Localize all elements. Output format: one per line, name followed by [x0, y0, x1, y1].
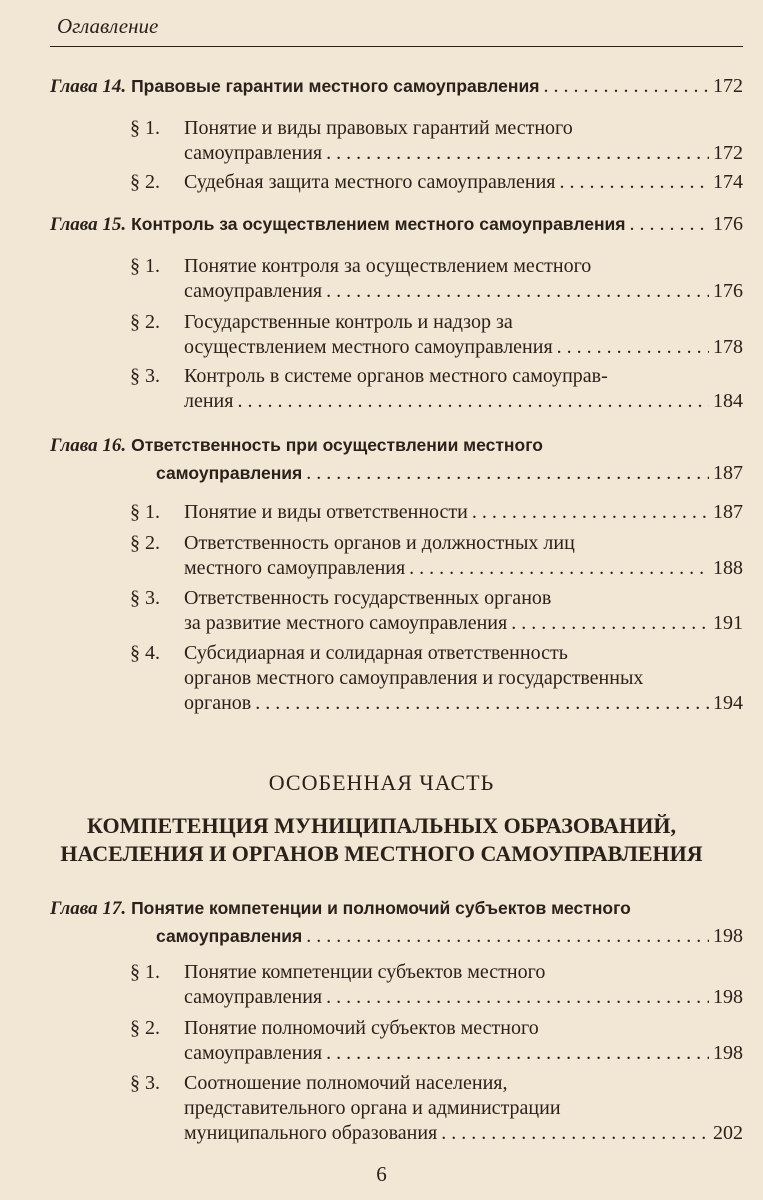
section-title: самоуправления: [184, 986, 323, 1008]
dot-leader: [326, 985, 709, 1010]
section-title: Ответственность государственных органов: [184, 587, 552, 609]
section-number: § 2.: [130, 311, 160, 333]
chapter-title: самоуправления: [156, 926, 303, 946]
dot-leader: [409, 556, 709, 581]
dot-leader: [543, 74, 709, 99]
dot-leader: [560, 170, 709, 195]
header-label: Оглавление: [57, 14, 159, 38]
section-entry[interactable]: [130, 960, 743, 1010]
section-title: Государственные контроль и надзор за: [184, 311, 513, 333]
section-title: самоуправления: [184, 142, 323, 164]
dot-leader: [255, 691, 709, 716]
header-rule: [50, 46, 743, 47]
section-entry[interactable]: [130, 641, 743, 716]
dot-leader: [630, 212, 710, 237]
section-entry[interactable]: [130, 586, 743, 636]
section-title: Ответственность органов и должностных лиц: [184, 532, 575, 554]
dot-leader: [326, 279, 709, 304]
page-number: 172: [713, 142, 743, 164]
section-title: Контроль в системе органов местного самоуправ-: [184, 365, 608, 387]
section-number: § 2.: [130, 171, 160, 193]
page-number: 198: [713, 925, 743, 947]
chapter-label: Глава 14.: [50, 76, 127, 97]
section-number: § 1.: [130, 255, 160, 277]
section-title: Субсидиарная и солидарная ответственность: [184, 642, 568, 664]
page-number: 191: [713, 612, 743, 634]
part-subtitle: НАСЕЛЕНИЯ И ОРГАНОВ МЕСТНОГО САМОУПРАВЛЕНИЯ: [60, 841, 703, 866]
section-title: за развитие местного самоуправления: [184, 612, 508, 634]
part-title: ОСОБЕННАЯ ЧАСТЬ: [268, 770, 495, 795]
section-title: самоуправления: [184, 1042, 323, 1064]
dot-leader: [326, 1041, 709, 1066]
chapter-label: Глава 16.: [50, 435, 127, 456]
page-number: 194: [713, 692, 743, 714]
chapter-title: Правовые гарантии местного самоуправления: [131, 76, 540, 96]
section-number: § 2.: [130, 532, 160, 554]
section-title: самоуправления: [184, 280, 323, 302]
page-number: 178: [713, 336, 743, 358]
section-entry[interactable]: [130, 531, 743, 581]
section-title: ления: [184, 390, 234, 412]
section-entry[interactable]: [130, 310, 743, 360]
page-number: 187: [713, 462, 743, 484]
chapter-title: Понятие компетенции и полномочий субъектов местного: [131, 898, 631, 918]
section-number: § 4.: [130, 642, 160, 664]
section-title: Понятие контроля за осуществлением местного: [184, 255, 592, 277]
section-number: § 1.: [130, 117, 160, 139]
dot-leader: [511, 611, 709, 636]
section-entry[interactable]: [130, 364, 743, 414]
section-title: органов: [184, 692, 252, 714]
section-title: органов местного самоуправления и государственных: [184, 667, 644, 689]
page-number: 174: [713, 171, 743, 193]
page-number: 198: [713, 1042, 743, 1064]
page-number: 172: [713, 75, 743, 97]
section-entry[interactable]: [130, 1016, 743, 1066]
section-title: Понятие компетенции субъектов местного: [184, 961, 546, 983]
dot-leader: [306, 461, 709, 486]
section-title: осуществлением местного самоуправления: [184, 336, 553, 358]
section-entry[interactable]: [130, 170, 743, 195]
section-number: § 1.: [130, 501, 160, 523]
section-entry[interactable]: [130, 1071, 743, 1146]
chapter-entry[interactable]: [50, 896, 743, 949]
section-entry[interactable]: [130, 116, 743, 166]
section-title: представительного органа и администрации: [184, 1097, 561, 1119]
page-number: 184: [713, 390, 743, 412]
section-number: § 3.: [130, 587, 160, 609]
chapter-title: самоуправления: [156, 463, 303, 483]
section-title: Понятие полномочий субъектов местного: [184, 1017, 539, 1039]
section-number: § 2.: [130, 1017, 160, 1039]
chapter-title: Ответственность при осуществлении местного: [131, 435, 543, 455]
dot-leader: [326, 141, 709, 166]
page-number: 187: [713, 501, 743, 523]
part-subtitle: КОМПЕТЕНЦИЯ МУНИЦИПАЛЬНЫХ ОБРАЗОВАНИЙ,: [87, 813, 676, 838]
chapter-label: Глава 17.: [50, 898, 127, 919]
section-title: Понятие и виды правовых гарантий местного: [184, 117, 573, 139]
page-number: 188: [713, 557, 743, 579]
section-title: местного самоуправления: [184, 557, 406, 579]
section-number: § 3.: [130, 1072, 160, 1094]
section-number: § 3.: [130, 365, 160, 387]
section-title: Соотношение полномочий населения,: [184, 1072, 508, 1094]
page-number: 202: [713, 1122, 743, 1144]
dot-leader: [557, 335, 709, 360]
page-folio: 6: [376, 1162, 387, 1186]
dot-leader: [441, 1121, 709, 1146]
chapter-entry[interactable]: [50, 433, 743, 486]
chapter-title: Контроль за осуществлением местного самоуправления: [131, 214, 626, 234]
chapter-entry[interactable]: [50, 74, 743, 99]
page-number: 198: [713, 986, 743, 1008]
dot-leader: [237, 389, 709, 414]
section-title: муниципального образования: [184, 1122, 438, 1144]
dot-leader: [306, 924, 709, 949]
section-entry[interactable]: [130, 500, 743, 525]
page-number: 176: [713, 280, 743, 302]
section-title: Судебная защита местного самоуправления: [184, 171, 556, 193]
chapter-entry[interactable]: [50, 212, 743, 237]
chapter-label: Глава 15.: [50, 214, 127, 235]
dot-leader: [472, 500, 709, 525]
section-number: § 1.: [130, 961, 160, 983]
section-entry[interactable]: [130, 254, 743, 304]
page-number: 176: [713, 213, 743, 235]
section-title: Понятие и виды ответственности: [184, 501, 468, 523]
